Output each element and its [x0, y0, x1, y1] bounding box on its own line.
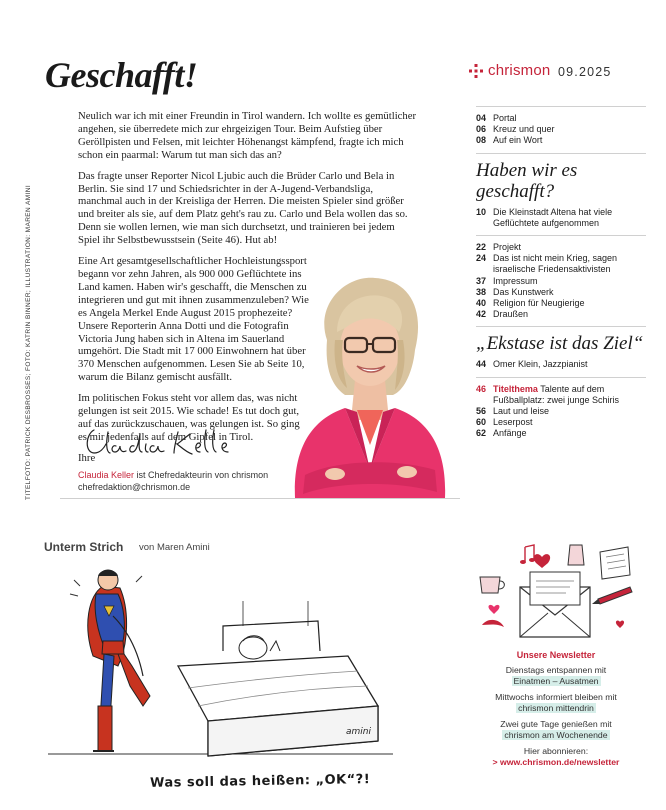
toc-item[interactable] — [476, 287, 646, 298]
newsletter-title: Unsere Newsletter — [516, 650, 596, 660]
toc-item-label: Religion für Neugierige — [493, 298, 585, 309]
toc-item[interactable] — [476, 417, 646, 428]
newsletter-box — [466, 650, 646, 768]
toc-item-cover-story[interactable] — [476, 384, 646, 406]
toc-item[interactable] — [476, 135, 646, 146]
author-name: Claudia Keller — [78, 470, 135, 480]
toc-page-number: 60 — [476, 417, 487, 428]
newsletter-item-lead: Dienstags entspannen mit — [505, 665, 607, 675]
newsletter-illustration — [470, 537, 640, 645]
toc-item-label: Draußen — [493, 309, 529, 320]
handwritten-signature — [82, 422, 232, 460]
toc-item-label: Kreuz und quer — [493, 124, 555, 135]
newsletter-item — [466, 665, 646, 687]
author-email[interactable]: chefredaktion@chrismon.de — [78, 481, 191, 492]
toc-item-label: Projekt — [493, 242, 522, 253]
newsletter-item-name[interactable]: chrismon am Wochenende — [504, 730, 608, 740]
toc-page-number: 06 — [476, 124, 487, 135]
toc-item-label: Laut und leise — [493, 406, 550, 417]
cartoon-section-title: Unterm Strich — [44, 540, 124, 554]
toc-item-label: Leserpost — [493, 417, 533, 428]
brand-logo — [469, 62, 550, 79]
brand-name: chrismon — [488, 62, 551, 79]
newsletter-item — [466, 719, 646, 741]
cartoon-caption: Was soll das heißen: „OK“?! — [149, 772, 371, 791]
toc-divider — [476, 106, 646, 107]
newsletter-item-name[interactable]: Einatmen – Ausatmen — [513, 676, 599, 686]
toc-cover-label: Titelthema — [493, 383, 538, 394]
newsletter-subscribe-label: Hier abonnieren: — [523, 746, 589, 756]
editorial-paragraph: Das fragte unser Reporter Nicol Ljubic auch die Brüder Carlo und Bela in Berlin. Sie sind 17 und Schiedsrichter in der A-Jugend-Verbandsliga, manchmal auch in der Kreisliga der Herren. Die meisten Spieler sind größer und breiter als sie, auf dem Platz geht's rau zu. Carlo und Bela wollen das so. Denn sie wollen lernen, wie man sich durchsetzt, und trainieren bei jedem Spiel ihr Selbstbewusstsein (Seite 46). Hut ab! — [78, 169, 408, 247]
toc-item-label: Impressum — [493, 275, 538, 286]
toc-page-number: 04 — [476, 113, 487, 123]
toc-item[interactable] — [476, 309, 646, 320]
toc-divider — [476, 235, 646, 236]
toc-page-number: 40 — [476, 298, 487, 309]
toc-page-number: 46 — [476, 383, 487, 394]
toc-page-number: 62 — [476, 428, 487, 439]
toc-page-number: 38 — [476, 286, 487, 297]
editorial-bottom-divider — [60, 498, 460, 499]
toc-item[interactable] — [476, 124, 646, 135]
cartoon-artist-mark: amini — [346, 727, 371, 737]
toc-item[interactable] — [476, 406, 646, 417]
toc-item-label: Das ist nicht mein Krieg, sagen israelische Friedensaktivisten — [493, 253, 618, 275]
toc-divider — [476, 326, 646, 327]
toc-item-label: Auf ein Wort — [493, 135, 543, 146]
toc-page-number: 56 — [476, 406, 487, 417]
toc-item-label: Portal — [493, 113, 517, 123]
toc-feature-headline[interactable]: „Ekstase ist das Ziel“ — [476, 333, 644, 355]
toc-item[interactable] — [476, 242, 646, 253]
toc-item[interactable] — [476, 276, 646, 287]
cartoon-illustration — [48, 556, 393, 766]
toc-item[interactable] — [476, 113, 646, 124]
toc-feature-headline[interactable]: Haben wir es geschafft? — [476, 159, 578, 202]
toc-item-label: Omer Klein, Jazzpianist — [493, 359, 588, 370]
newsletter-item-name[interactable]: chrismon mittendrin — [518, 703, 594, 713]
toc-item-label: Talente auf dem Fußballplatz: zwei junge Schiris — [493, 383, 620, 405]
toc-item[interactable] — [476, 207, 646, 229]
editorial-closing: Ihre — [78, 451, 96, 464]
page-headline: Geschafft! — [45, 55, 198, 95]
toc-page-number: 08 — [476, 135, 487, 146]
toc-page-number: 10 — [476, 206, 487, 217]
toc-page-number: 24 — [476, 253, 487, 264]
newsletter-item — [466, 692, 646, 714]
table-of-contents — [476, 100, 646, 440]
toc-page-number: 44 — [476, 359, 487, 370]
toc-page-number: 22 — [476, 242, 487, 253]
toc-item[interactable] — [476, 428, 646, 439]
editorial-paragraph: Eine Art gesamtgesellschaftlicher Hochleistungssport begann vor zehn Jahren, als 900 000 Geflüchtete ins Land kamen. Haben wir's geschafft, die Menschen zu integrieren und gut mit ihnen zusammenzuleben? Wie es Angela Merkel Ende August 2015 prophezeite? Unsere Reporterin Anna Dotti und die Fotografin Victoria Jung haben sich in Altena im Sauerland umgehört. Die Stadt mit 17 000 Einwohnern hat über 370 Menschen aufgenommen. Lesen Sie ab Seite 10, warum die Bilanz gemischt ausfällt. — [78, 255, 309, 384]
toc-page-number: 37 — [476, 275, 487, 286]
newsletter-item-lead: Mittwochs informiert bleiben mit — [495, 692, 617, 702]
editorial-paragraph: Neulich war ich mit einer Freundin in Tirol wandern. Ich wollte es gemütlicher angehen, sie überredete mich zur ehrgeizigen Tour. Beim Aufstieg über Geröllpisten und Felsen, mit leichter Höhenangst kämpfend, fragte ich mich schon ein paarmal: Warum tut man sich das an? — [78, 110, 417, 161]
toc-item-label: Anfänge — [493, 428, 527, 439]
photo-credit: TITELFOTO: PATRICK DESBROSSES; FOTO: KATRIN BINNER; ILLUSTRATION: MAREN AMINI — [25, 184, 32, 500]
issue-date: 09.2025 — [558, 65, 612, 79]
toc-divider — [476, 153, 646, 154]
toc-item[interactable] — [476, 359, 646, 370]
toc-item[interactable] — [476, 253, 646, 275]
newsletter-item-lead: Zwei gute Tage genießen mit — [500, 719, 612, 729]
author-role: ist Chefredakteurin von chrismon — [134, 470, 269, 480]
toc-item-label: Das Kunstwerk — [493, 286, 554, 297]
editorial-paragraph: Im politischen Fokus steht vor allem das, was nicht gelungen ist seit 2015. Wie schade! Es tut doch gut, auf das zurückzuschauen, was gelungen ist. So ging es mir jedenfalls auf dem Gipfel in Tirol. — [78, 392, 300, 443]
toc-item[interactable] — [476, 298, 646, 309]
toc-item-label: Die Kleinstadt Altena hat viele Geflüchtete aufgenommen — [493, 206, 613, 228]
newsletter-link[interactable]: > www.chrismon.de/newsletter — [492, 757, 620, 767]
cartoon-author: von Maren Amini — [139, 542, 210, 553]
author-portrait — [275, 270, 460, 498]
chrismon-cross-icon — [469, 64, 483, 78]
toc-page-number: 42 — [476, 309, 487, 320]
toc-divider — [476, 377, 646, 378]
